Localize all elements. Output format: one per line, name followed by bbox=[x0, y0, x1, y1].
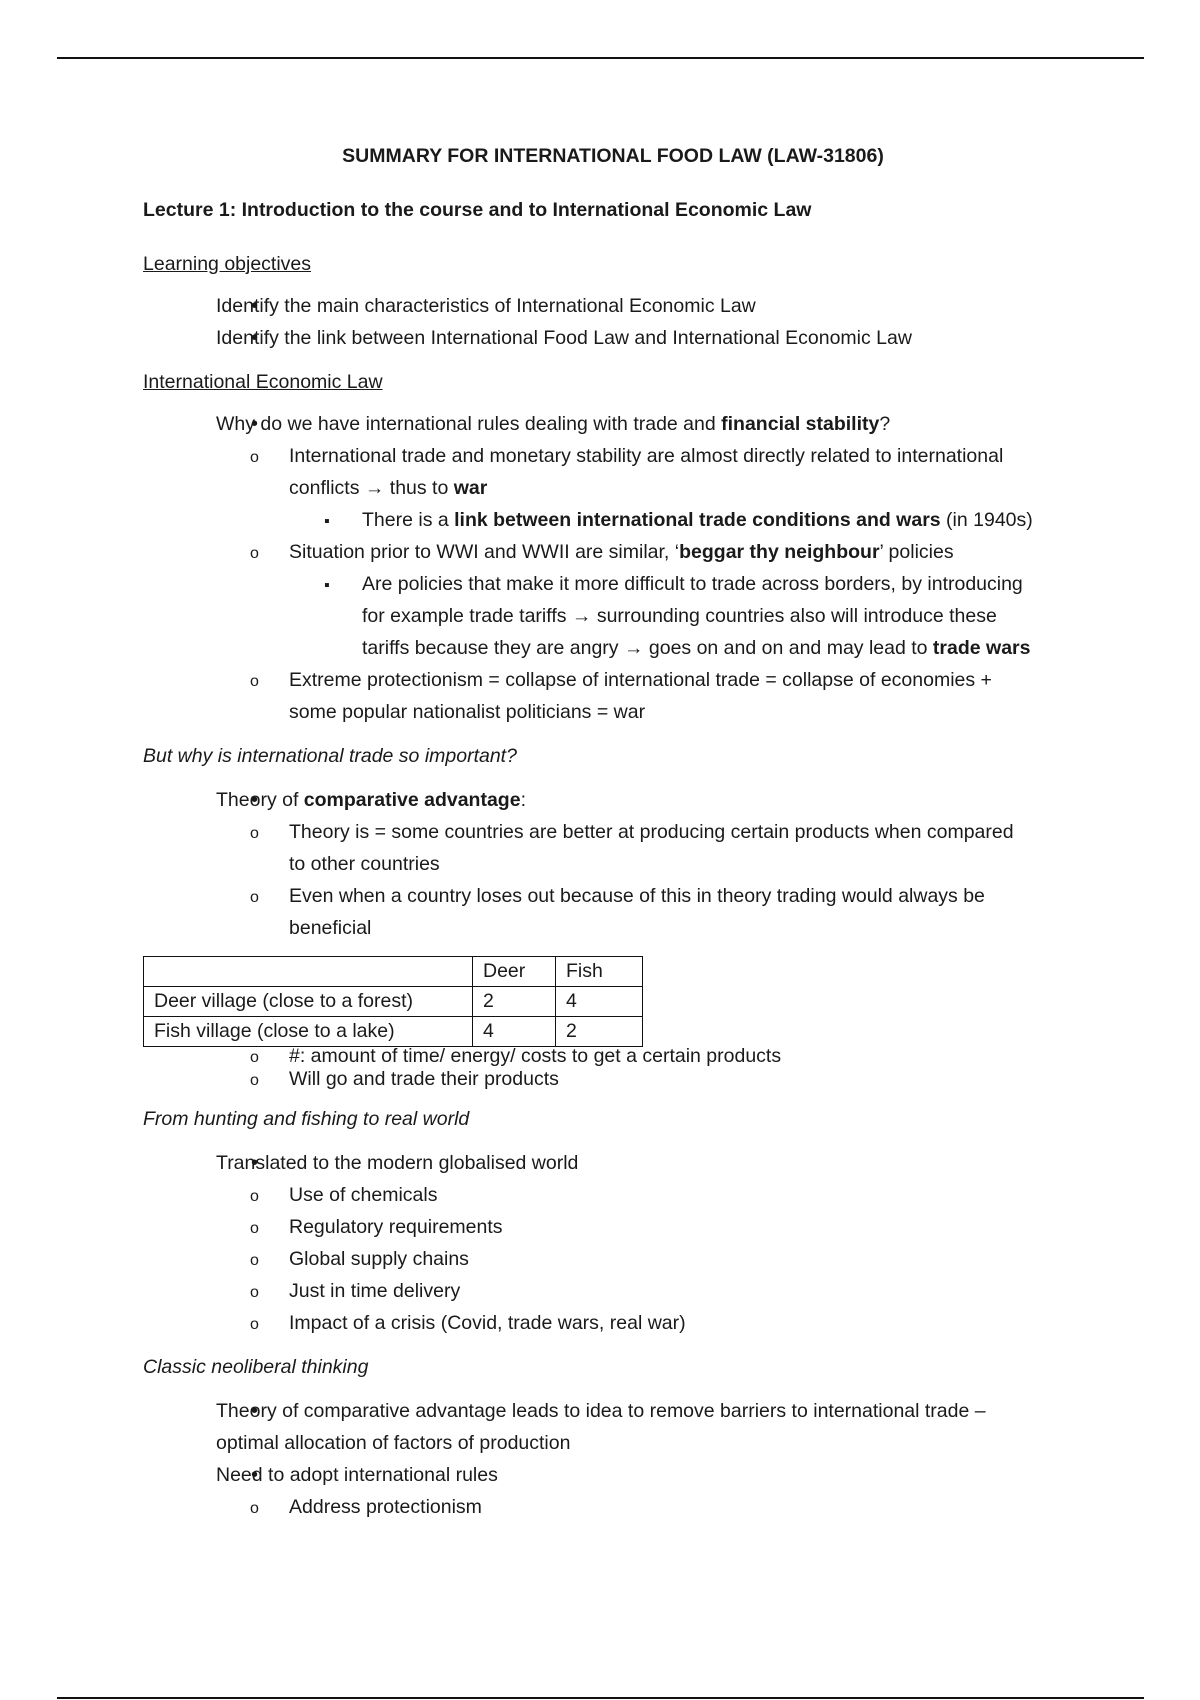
comparative-advantage-table bbox=[143, 956, 643, 1047]
why-trade-list bbox=[143, 784, 1083, 944]
text: Will go and trade their products bbox=[289, 1068, 559, 1090]
hunting-list bbox=[143, 1147, 1083, 1339]
circle-bullet-icon bbox=[250, 664, 259, 698]
text: (in 1940s) bbox=[940, 509, 1033, 531]
text: Even when a country loses out because of this in theory trading would always be bbox=[289, 885, 985, 907]
list-item bbox=[143, 536, 1083, 664]
text: Theory of comparative advantage leads to idea to remove barriers to international trade – bbox=[216, 1400, 986, 1422]
table-cell: 2 bbox=[556, 1017, 643, 1047]
text: There is a bbox=[362, 509, 455, 531]
bullet-icon bbox=[251, 784, 258, 816]
iel-list bbox=[143, 408, 1083, 728]
circle-bullet-icon bbox=[250, 1068, 259, 1091]
text: Are policies that make it more difficult to trade across borders, by introducing bbox=[362, 573, 1023, 595]
text: International trade and monetary stability are almost directly related to international bbox=[289, 445, 1004, 467]
bold-text: war bbox=[453, 477, 488, 499]
text: #: amount of time/ energy/ costs to get a certain products bbox=[289, 1045, 782, 1067]
list-item bbox=[289, 568, 1083, 664]
document-body bbox=[143, 140, 1083, 1523]
circle-bullet-icon bbox=[250, 1243, 259, 1277]
list-item bbox=[216, 322, 1083, 354]
bullet-icon bbox=[251, 322, 258, 354]
text: conflicts → thus to bbox=[289, 477, 454, 499]
lecture-heading: Lecture 1: Introduction to the course and to International Economic Law bbox=[143, 199, 812, 221]
list-item bbox=[216, 816, 1083, 880]
bold-text: trade wars bbox=[932, 637, 1031, 659]
table-cell: 4 bbox=[473, 1017, 556, 1047]
circle-bullet-icon bbox=[250, 536, 259, 570]
neoliberal-heading: Classic neoliberal thinking bbox=[143, 1356, 369, 1378]
circle-bullet-icon bbox=[250, 1211, 259, 1245]
bullet-icon bbox=[251, 1147, 258, 1179]
list-item bbox=[143, 1045, 1083, 1068]
list-item bbox=[289, 504, 1083, 536]
text: Just in time delivery bbox=[289, 1280, 461, 1302]
bullet-icon bbox=[251, 1395, 258, 1427]
list-item-text: Identify the main characteristics of International Economic Law bbox=[216, 295, 756, 317]
bullet-icon bbox=[251, 1459, 258, 1491]
learning-objectives-heading: Learning objectives bbox=[143, 253, 312, 275]
iel-heading: International Economic Law bbox=[143, 371, 383, 393]
square-bullet-icon bbox=[324, 568, 330, 602]
table-header-row bbox=[144, 957, 643, 987]
text: Address protectionism bbox=[289, 1496, 482, 1518]
text: Need to adopt international rules bbox=[216, 1464, 498, 1486]
text: Situation prior to WWI and WWII are similar, ‘ bbox=[289, 541, 680, 563]
text: Extreme protectionism = collapse of international trade = collapse of economies + bbox=[289, 669, 992, 691]
circle-bullet-icon bbox=[250, 1045, 259, 1068]
table-row bbox=[144, 1017, 643, 1047]
list-item-text: Identify the link between International Food Law and International Economic Law bbox=[216, 327, 912, 349]
bold-text: beggar thy neighbour bbox=[679, 541, 880, 563]
text: for example trade tariffs → surrounding countries also will introduce these bbox=[362, 605, 997, 627]
text: ’ policies bbox=[879, 541, 954, 563]
bold-text: financial stability bbox=[721, 413, 880, 435]
list-item bbox=[216, 1275, 1083, 1307]
list-item bbox=[216, 1179, 1083, 1211]
text: : bbox=[520, 789, 526, 811]
table-row bbox=[144, 987, 643, 1017]
document-title: SUMMARY FOR INTERNATIONAL FOOD LAW (LAW-31806) bbox=[342, 145, 884, 167]
text: Impact of a crisis (Covid, trade wars, real war) bbox=[289, 1312, 686, 1334]
text: Why do we have international rules dealing with trade and bbox=[216, 413, 722, 435]
bullet-icon bbox=[251, 408, 258, 440]
list-item bbox=[216, 1147, 1083, 1339]
square-bullet-icon bbox=[324, 504, 330, 538]
bottom-rule bbox=[57, 1697, 1144, 1699]
list-item bbox=[143, 1068, 1083, 1091]
circle-bullet-icon bbox=[250, 1491, 259, 1525]
circle-bullet-icon bbox=[250, 816, 259, 850]
list-item bbox=[216, 1307, 1083, 1339]
neoliberal-list bbox=[143, 1395, 1083, 1523]
text: to other countries bbox=[289, 853, 440, 875]
list-item bbox=[143, 664, 1083, 728]
list-item bbox=[216, 1211, 1083, 1243]
text: Theory is = some countries are better at producing certain products when compared bbox=[289, 821, 1014, 843]
circle-bullet-icon bbox=[250, 880, 259, 914]
circle-bullet-icon bbox=[250, 440, 259, 474]
list-item bbox=[216, 1459, 1083, 1523]
text: ? bbox=[879, 413, 891, 435]
text: beneficial bbox=[289, 917, 372, 939]
table-cell: Fish village (close to a lake) bbox=[144, 1017, 473, 1047]
bullet-icon bbox=[251, 290, 258, 322]
bold-text: comparative advantage bbox=[303, 789, 521, 811]
list-item bbox=[143, 440, 1083, 536]
table-cell: 2 bbox=[473, 987, 556, 1017]
circle-bullet-icon bbox=[250, 1275, 259, 1309]
text: Translated to the modern globalised world bbox=[216, 1152, 579, 1174]
circle-bullet-icon bbox=[250, 1307, 259, 1341]
list-item bbox=[216, 408, 1083, 728]
why-trade-heading: But why is international trade so important? bbox=[143, 745, 517, 767]
iel-sublist bbox=[143, 440, 1083, 728]
list-item bbox=[216, 880, 1083, 944]
hunting-heading: From hunting and fishing to real world bbox=[143, 1108, 470, 1130]
text: Global supply chains bbox=[289, 1248, 469, 1270]
table-notes bbox=[143, 1045, 1083, 1091]
table-cell: Fish bbox=[556, 957, 643, 987]
list-item bbox=[216, 290, 1083, 322]
text: some popular nationalist politicians = war bbox=[289, 701, 646, 723]
list-item bbox=[216, 1395, 1083, 1459]
text: optimal allocation of factors of production bbox=[216, 1432, 571, 1454]
list-item bbox=[216, 1491, 1083, 1523]
text: Use of chemicals bbox=[289, 1184, 438, 1206]
bold-text: link between international trade conditions and wars bbox=[454, 509, 941, 531]
text: Theory of bbox=[216, 789, 304, 811]
table-cell: Deer village (close to a forest) bbox=[144, 987, 473, 1017]
list-item bbox=[216, 1243, 1083, 1275]
table-cell: 4 bbox=[556, 987, 643, 1017]
text: Regulatory requirements bbox=[289, 1216, 503, 1238]
learning-objectives-list bbox=[143, 290, 1083, 354]
text: tariffs because they are angry → goes on and on and may lead to bbox=[362, 637, 933, 659]
list-item bbox=[216, 784, 1083, 944]
table-cell bbox=[144, 957, 473, 987]
top-rule bbox=[57, 57, 1144, 59]
circle-bullet-icon bbox=[250, 1179, 259, 1213]
table-cell: Deer bbox=[473, 957, 556, 987]
